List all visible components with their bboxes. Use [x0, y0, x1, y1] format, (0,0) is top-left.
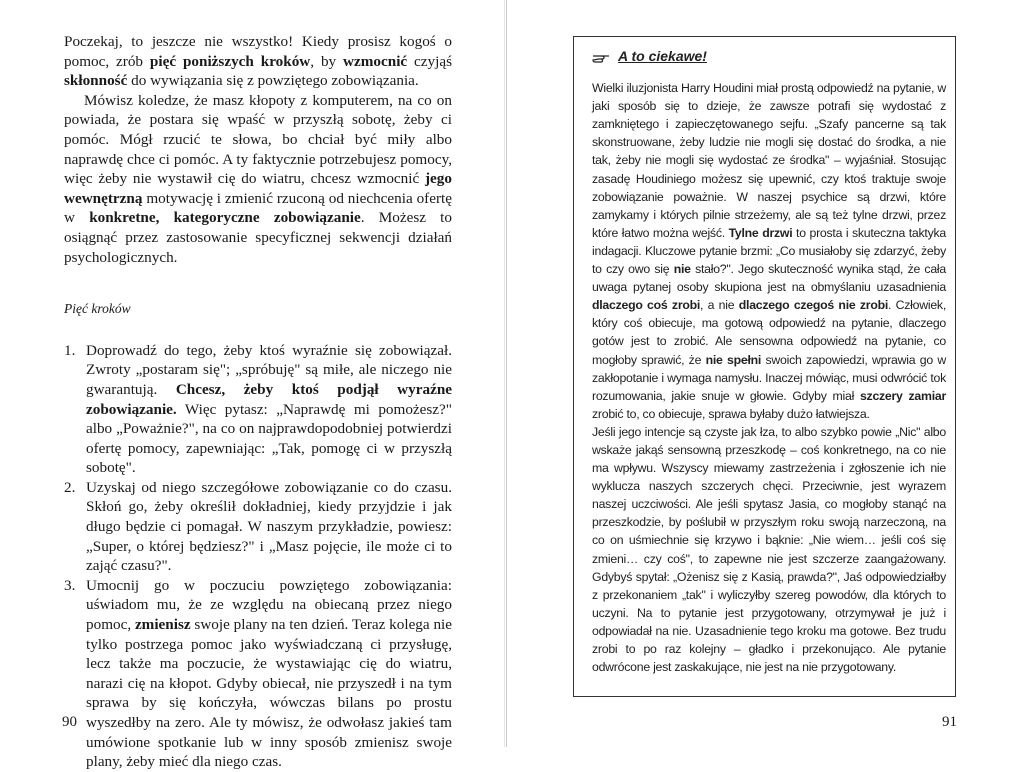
bold-text-run: jego wewnętrzną — [64, 170, 452, 207]
box-header — [592, 47, 946, 65]
text-run: do wywiązania się z powziętego zobowiązania. — [127, 72, 419, 90]
text-run: Umocnij go w poczuciu powziętego zobowiązania: uświadom mu, że ze względu na obiecaną przez niego pomoc, — [86, 576, 452, 634]
intro-paragraph-2 — [64, 91, 452, 267]
bold-text-run: pięć poniższych kroków — [149, 52, 311, 70]
text-run: stało?". Jego skuteczność wynika stąd, że cała uwaga pytanej osoby skupiona jest na obmyślaniu uzasadnienia — [592, 262, 946, 295]
bold-text-run: dlaczego czegoś nie zrobi — [738, 298, 889, 313]
bold-text-run: nie — [673, 262, 691, 277]
step-number: 3. — [64, 576, 76, 594]
text-run: czyjąś — [407, 52, 453, 70]
step-number: 1. — [64, 341, 76, 359]
section-title: Pięć kroków — [64, 301, 131, 317]
text-run: Uzyskaj od niego szczegółowe zobowiązanie co do czasu. Skłoń go, żeby określił dokładniej, kiedy przyjdzie i jak długo będzie ci pomagał. W naszym przykładzie, powiesz: „Super, o której będziesz?" i „Masz pojęcie, ile może ci to zająć czasu?". — [86, 478, 452, 575]
intro-paragraph-1 — [64, 32, 452, 91]
step-text — [86, 576, 452, 772]
text-run: to prosta i skuteczna taktyka indagacji. Kluczowe pytanie brzmi: „Co musiałoby się zdarzyć, żeby to czy owo się — [592, 225, 946, 277]
list-item — [64, 341, 452, 478]
text-run: swoich zapowiedzi, wprawia go w zakłopotanie i wymaga namysłu. Inaczej mówiąc, musi odwrócić tok rozumowania, jakie snuje w głowie. Gdyby miał — [592, 352, 946, 403]
bold-text-run: wzmocnić — [343, 52, 408, 70]
box-paragraph-2 — [592, 423, 946, 676]
text-run: Jeśli jego intencje są czyste jak łza, to albo szybko powie „Nic" albo wskaże jakąś sensowną przeszkodę – coś konkretnego, na co nie ma wpływu. Wszyscy miewamy zastrzeżenia i zgłoszenie ich nie wyklucza naszych szczerych chęci. Przeciwnie, jest wyrazem naszej uczciwości. Ale jeśli spytasz Jasia, co mogłoby stanąć na przeszkodzie, by poślubił w przyszłym roku swoją narzeczoną, na co on uśmiechnie się krzywo i bąknie: „Nie wiem… jeśli coś się zmieni… czy coś", to zapewne nie jest szczerze zaangażowany. Gdybyś spytał: „Ożenisz się z Kasią, prawda?", Jaś odpowiedziałby z przekonaniem „tak" i wyliczyłby szereg powodów, dla których to uczyni. Na to pytanie jest przygotowany, otrzymywał je już i odpowiadał na nie. Uzasadnienie tego kroku ma gotowe. Bez trudu zrobi to po raz kolejny – gładko i przekonująco. Ale pytanie odwrócone jest zaskakujące, nie jest na nie przygotowany. — [592, 424, 946, 675]
text-run: Wielki iluzjonista Harry Houdini miał prostą odpowiedź na pytanie, w jaki sposób się to dzieje, że zawsze potrafi się wydostać z zamkniętego i zapieczętowanego sejfu. „Szafy pancerne są tak skonstruowane, żeby ludzie nie mogli się dostać do środka, a nie tak, żeby nie mogli się wydostać ze środka" – wyjaśniał. Stosując zasadę Houdiniego możesz się upewnić, czy ktoś traktuje swoje zobowiązanie poważnie. W naszej psychice są drzwi, które zamykamy i których pilnie strzeżemy, ale są też tylne drzwi, przez które łatwo można wejść. — [592, 81, 946, 240]
box-paragraph-1 — [592, 79, 946, 423]
bold-text-run: dlaczego coś zrobi — [592, 298, 701, 313]
list-item — [64, 478, 452, 576]
text-run: zrobić to, co obiecuje, sprawa byłaby dużo łatwiejsza. — [592, 406, 870, 421]
bold-text-run: konkretne, kategoryczne zobowiązanie — [89, 209, 361, 227]
step-number: 2. — [64, 478, 76, 496]
page-gutter-shadow — [504, 0, 505, 747]
text-run: , a nie — [700, 298, 739, 313]
steps-list — [64, 341, 452, 772]
bold-text-run: szczery zamiar — [859, 388, 946, 403]
step-text — [86, 478, 452, 576]
book-spine — [506, 0, 507, 747]
page-number-right: 91 — [942, 714, 957, 730]
list-item — [64, 576, 452, 772]
text-run: Poczekaj, to jeszcze nie wszystko! Kiedy prosisz kogoś o pomoc, zrób — [64, 33, 452, 70]
text-run: Doprowadź do tego, żeby ktoś wyraźnie się zobowiązał. Zwroty „postaram się"; „spróbuję" są miłe, ale niczego nie gwarantują. — [86, 341, 452, 398]
text-run: motywację i zmienić rzuconą od niechcenia ofertę w — [64, 189, 452, 227]
page-number-left: 90 — [62, 714, 77, 730]
text-run: Mówisz koledze, że masz kłopoty z komputerem, na co on powiada, że postara się wpaść w przyszłą sobotę, żeby ci pomóc. Mógł rzucić te słowa, bo chciał być miły albo naprawdę chce ci pomóc. A ty faktycznie potrzebujesz pomocy, więc żeby nie wystawił cię do wiatru, chcesz wzmocnić — [64, 91, 452, 188]
text-run: . Człowiek, który coś obiecuje, ma gotową odpowiedź na pytanie, dlaczego gotów jest to zrobić. Ale sensowna odpowiedź na pytanie, co mogłoby sprawić, że — [592, 298, 946, 367]
box-title: A to ciekawe! — [618, 48, 707, 64]
text-run: , by — [310, 52, 344, 70]
bold-text-run: skłonność — [64, 72, 128, 90]
sidebar-box — [573, 36, 956, 697]
text-run: swoje plany na ten dzień. Teraz kolega nie tylko postrzega pomoc jako wyświadczaną ci przysługę, lecz także ma poczucie, że wystawiając cię do wiatru, narazi cię na kłopot. Gdyby obiecał, nie przyszedł i na tym sprawa by się kończyła, wówczas bilans po prostu wyszedłby na zero. Ale ty mówisz, że odwołasz jakieś tam umówione spotkanie lub w inny sposób zmienisz swoje plany, żeby mieć dla niego czas. — [86, 616, 452, 771]
pointing-hand-icon — [592, 50, 610, 62]
bold-text-run: zmienisz — [134, 616, 191, 634]
text-run: Więc pytasz: „Naprawdę mi pomożesz?" albo „Poważnie?", na co on najprawdopodobniej potwierdzi ofertę pomocy, zapewniając: „Tak, pomogę ci w przyszłą sobotę". — [86, 400, 452, 477]
bold-text-run: nie spełni — [705, 352, 762, 367]
bold-text-run: Chcesz, żeby ktoś podjął wyraźne zobowiązanie. — [86, 380, 453, 418]
bold-text-run: Tylne drzwi — [728, 225, 793, 240]
step-text — [86, 341, 452, 478]
left-page-text — [64, 32, 452, 772]
text-run: . Możesz to osiągnąć przez zastosowanie specyficznej sekwencji działań psychologicznych. — [64, 209, 453, 266]
